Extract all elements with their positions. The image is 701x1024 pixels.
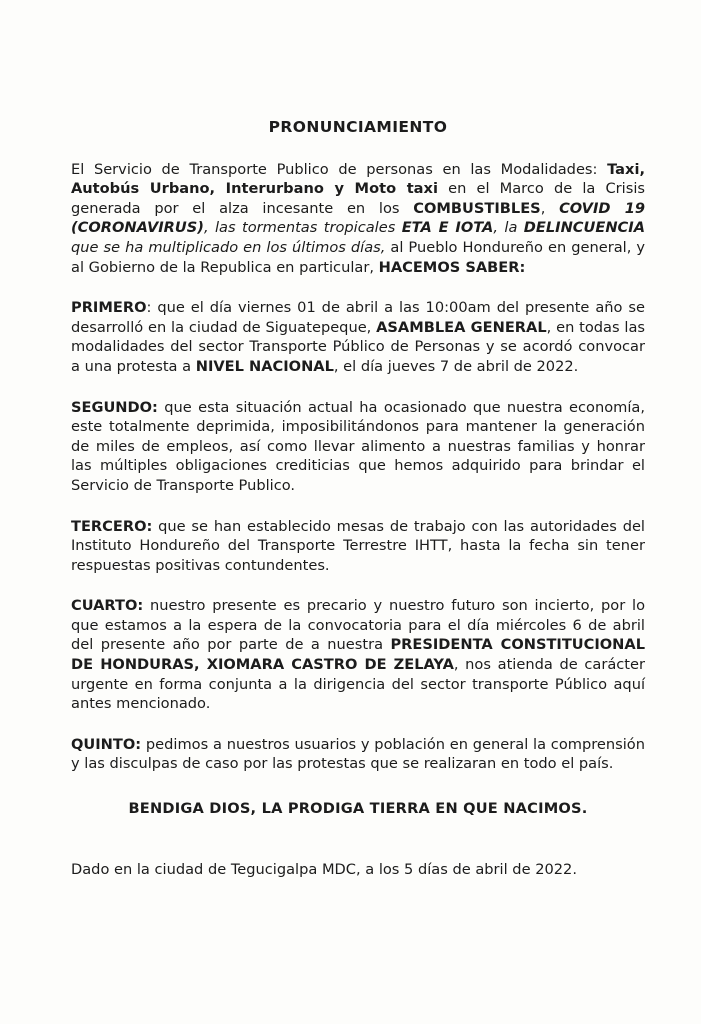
intro-storms: ETA E IOTA xyxy=(401,219,494,237)
segundo-paragraph xyxy=(71,398,645,496)
intro-combustibles: COMBUSTIBLES xyxy=(413,199,541,217)
intro-hacemos-saber: HACEMOS SABER: xyxy=(378,258,526,276)
intro-covid: COVID 19 (CORONAVIRUS) xyxy=(71,199,646,237)
segundo-text: que esta situación actual ha ocasionado que nuestra economía, este totalmente deprimida, imposibilitándonos para mantener la generación de miles de empleos, así como llevar alimento a nuestras familias y honrar las múltiples obligaciones crediticias que hemos adquirido para brindar el Servicio de Transporte Publico. xyxy=(71,398,645,494)
intro-text: al Pueblo Hondureño en general, y al Gobierno de la Republica en particular, xyxy=(71,238,645,276)
cuarto-text: nuestro presente es precario y nuestro futuro son incierto, por lo que estamos a la espera de la convocatoria para el día miércoles 6 de abril del presente año por parte de a nuestra xyxy=(71,597,645,654)
intro-text: , xyxy=(540,199,560,217)
tercero-label: TERCERO: xyxy=(71,517,153,535)
quinto-label: QUINTO: xyxy=(71,735,142,753)
primero-asamblea: ASAMBLEA GENERAL xyxy=(376,318,547,336)
quinto-paragraph xyxy=(71,735,645,774)
intro-text: que se ha multiplicado en los últimos días, xyxy=(71,238,386,256)
document-title: PRONUNCIAMIENTO xyxy=(268,118,448,136)
primero-text: , en todas las modalidades del sector Transporte Público de Personas y se acordó convocar a una protesta a xyxy=(71,318,645,375)
intro-modalities: Taxi, Autobús Urbano, Interurbano y Moto taxi xyxy=(71,160,645,198)
intro-text: El Servicio de Transporte Publico de personas en las Modalidades: xyxy=(71,160,608,178)
primero-text: , el día jueves 7 de abril de 2022. xyxy=(333,357,579,375)
intro-text: en el Marco de la Crisis generada por el alza incesante en los xyxy=(71,180,646,217)
cuarto-presidenta: PRESIDENTA CONSTITUCIONAL DE HONDURAS, XIOMARA CASTRO DE ZELAYA xyxy=(71,636,645,674)
primero-paragraph xyxy=(71,298,645,376)
intro-text: , las tormentas tropicales xyxy=(203,219,402,237)
cuarto-text: , nos atienda de carácter urgente en forma conjunta a la dirigencia del sector transporte Público aquí antes mencionado. xyxy=(71,656,645,713)
primero-label: PRIMERO xyxy=(71,299,147,317)
intro-paragraph xyxy=(71,160,645,278)
date-line: Dado en la ciudad de Tegucigalpa MDC, a los 5 días de abril de 2022. xyxy=(71,860,577,878)
intro-delincuencia: DELINCUENCIA xyxy=(523,219,645,237)
quinto-text: pedimos a nuestros usuarios y población en general la comprensión y las disculpas de caso por las protestas que se realizaran en todo el país. xyxy=(71,735,645,773)
closing-blessing: BENDIGA DIOS, LA PRODIGA TIERRA EN QUE NACIMOS. xyxy=(128,800,588,818)
intro-text: , la xyxy=(493,219,524,237)
primero-nivel-nacional: NIVEL NACIONAL xyxy=(195,357,334,375)
segundo-label: SEGUNDO: xyxy=(71,398,158,416)
tercero-text: que se han establecido mesas de trabajo con las autoridades del Instituto Hondureño del Transporte Terrestre IHTT, hasta la fecha sin tener respuestas positivas contundentes. xyxy=(71,517,645,574)
cuarto-label: CUARTO: xyxy=(71,597,144,615)
primero-text: : que el día viernes 01 de abril a las 10:00am del presente año se desarrolló en la ciudad de Siguatepeque, xyxy=(71,299,645,336)
document-page xyxy=(71,118,645,879)
cuarto-paragraph xyxy=(71,596,645,714)
tercero-paragraph xyxy=(71,517,645,576)
